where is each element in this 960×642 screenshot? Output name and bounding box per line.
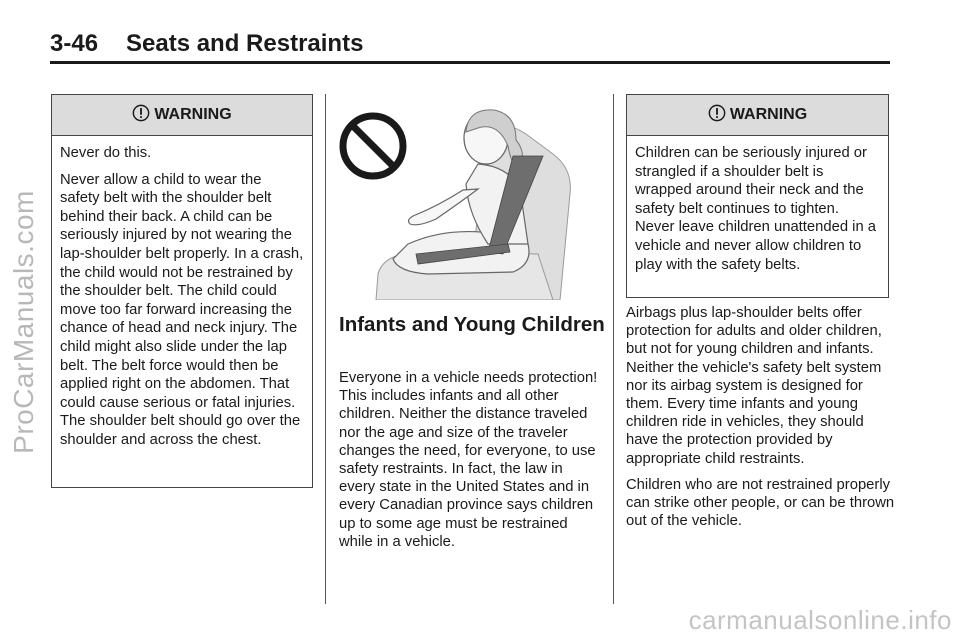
prohibition-icon (343, 116, 403, 176)
warning-paragraph: Never do this. (60, 145, 152, 161)
warning-header (627, 95, 888, 136)
right-column-text (626, 304, 896, 538)
column-divider-left (325, 94, 326, 604)
child-seatbelt-illustration (338, 94, 578, 300)
warning-header (52, 95, 312, 136)
warning-icon (132, 104, 150, 122)
warning-body (52, 136, 312, 458)
warning-paragraph: Children can be seriously injured or strangled if a shoulder belt is wrapped around their neck and the safety belt continues to tighten. Never leave children unattended in a vehicle and never allow children to play with the safety belts. (635, 145, 877, 273)
warning-body (627, 136, 888, 282)
column-divider-right (613, 94, 614, 604)
warning-title: WARNING (729, 106, 808, 123)
section-body: Everyone in a vehicle needs protection! This includes infants and all other children. Neither the distance traveled nor the age and size of the traveler changes the need, for everyone, to use safety restraints. In fact, the law in every state in the United States and in every Canadian province says children up to some age must be restrained while in a vehicle. (339, 370, 598, 550)
body-paragraph: Airbags plus lap-shoulder belts offer protection for adults and older children, but not for young children and infants. Neither the vehicle's safety belt system nor its airbag system is designed for them. Every time infants and young children ride in vehicles, they should have the protection provided by appropriate child restraints. (626, 305, 882, 467)
bottom-watermark: carmanualsonline.info (688, 605, 952, 635)
warning-icon (708, 104, 726, 122)
warning-paragraph: Never allow a child to wear the safety belt with the shoulder belt behind their back. A child can be seriously injured by not wearing the lap-shoulder belt properly. In a crash, the child would not be restrained by the shoulder belt. The child could move too far forward increasing the chance of head and neck injury. The child might also slide under the lap belt. The belt force would then be applied right on the abdomen. That could cause serious or fatal injuries. The shoulder belt should go over the shoulder and across the chest. (60, 171, 304, 448)
side-watermark: ProCarManuals.com (8, 190, 39, 454)
section-title: Seats and Restraints (126, 30, 364, 57)
warning-box-right (626, 94, 889, 298)
section-heading: Infants and Young Children (339, 313, 605, 336)
warning-box-left (51, 94, 313, 488)
body-paragraph: Children who are not restrained properly can strike other people, or can be thrown out of the vehicle. (626, 476, 895, 530)
page-number: 3-46 (50, 30, 99, 57)
warning-title: WARNING (154, 106, 232, 123)
page-header (50, 22, 890, 64)
